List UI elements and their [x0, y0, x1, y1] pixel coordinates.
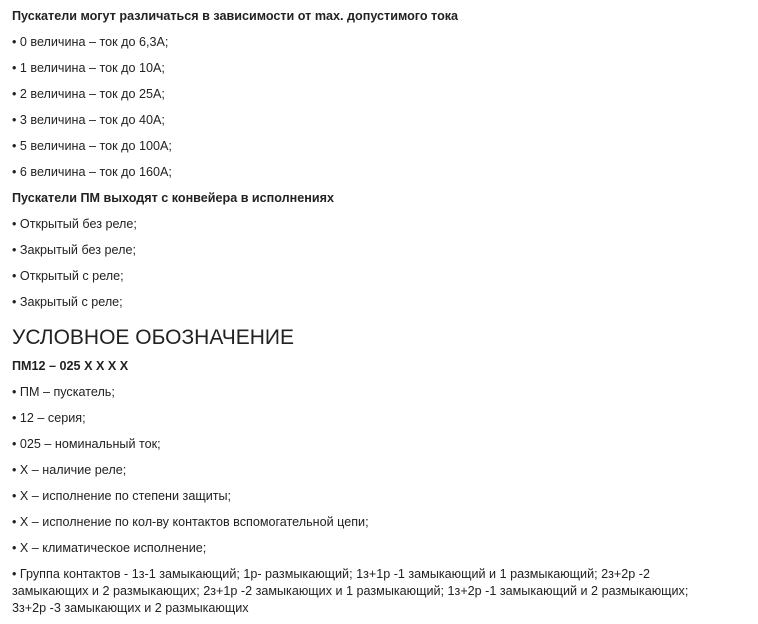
list-item-designation-5: • X – исполнение по кол-ву контактов вспомогательной цепи;: [12, 515, 369, 529]
designation-code: ПМ12 – 025 X X X X: [12, 359, 129, 373]
list-item-version-0: • Открытый без реле;: [12, 217, 137, 231]
list-item-designation-1: • 12 – серия;: [12, 411, 86, 425]
section-title-versions: Пускатели ПМ выходят с конвейера в исполнениях: [12, 191, 334, 205]
list-item-current-5: • 5 величина – ток до 100А;: [12, 139, 172, 153]
list-item-designation-2: • 025 – номинальный ток;: [12, 437, 161, 451]
list-item-designation-0: • ПМ – пускатель;: [12, 385, 115, 399]
section-title-current: Пускатели могут различаться в зависимости от max. допустимого тока: [12, 9, 459, 23]
list-item-designation-6: • X – климатическое исполнение;: [12, 541, 207, 555]
list-item-version-3: • Закрытый с реле;: [12, 295, 123, 309]
list-item-version-1: • Закрытый без реле;: [12, 243, 136, 257]
section-heading-designation: УСЛОВНОЕ ОБОЗНАЧЕНИЕ: [12, 326, 294, 349]
list-item-current-3: • 3 величина – ток до 40А;: [12, 113, 165, 127]
list-item-version-2: • Открытый с реле;: [12, 269, 124, 283]
list-item-current-2: • 2 величина – ток до 25А;: [12, 87, 165, 101]
list-item-contact-groups: • Группа контактов - 1з-1 замыкающий; 1р- размыкающий; 1з+1р -1 замыкающий и 1 размыкающий; 2з+2р -2 замыкающих и 2 размыкающих; 2з+1р -2 замыкающих и 1 размыкающий; 1з+2р -1 замыкающий и 2 размыкающих; 3з+2р -3 замыкающих и 2 размыкающих: [12, 567, 689, 615]
list-item-current-0: • 0 величина – ток до 6,3А;: [12, 35, 169, 49]
list-item-designation-4: • X – исполнение по степени защиты;: [12, 489, 232, 503]
list-item-designation-3: • X – наличие реле;: [12, 463, 127, 477]
list-item-current-1: • 1 величина – ток до 10А;: [12, 61, 165, 75]
list-item-current-6: • 6 величина – ток до 160А;: [12, 165, 172, 179]
